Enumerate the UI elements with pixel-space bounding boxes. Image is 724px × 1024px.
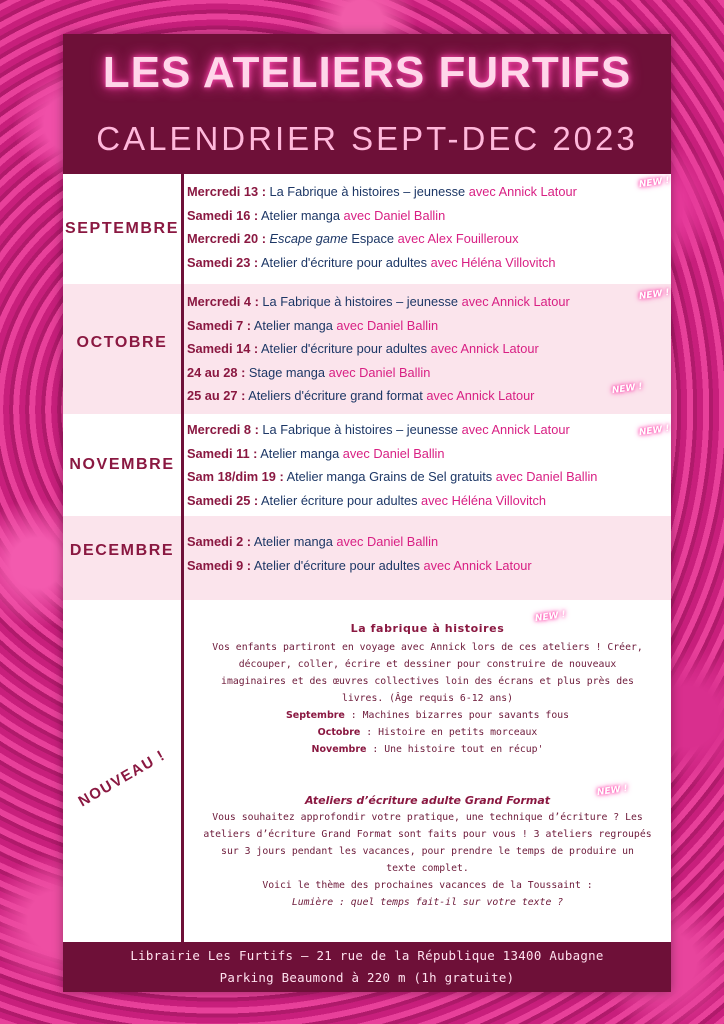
- nouveau-section: [63, 600, 671, 942]
- month-label: DECEMBRE: [69, 542, 175, 559]
- new-badge: NEW !: [534, 609, 567, 625]
- event-item: Mercredi 8 : La Fabrique à histoires – jeunesse avec Annick Latour NEW !: [187, 418, 597, 442]
- fabrique-line: Vos enfants partiront en voyage avec Annick lors de ces ateliers ! Créer,: [212, 642, 643, 653]
- fabrique-line: découper, coller, écrire et dessiner pour construire de nouveaux: [238, 659, 617, 670]
- column-divider: [181, 174, 184, 942]
- footer-address: Librairie Les Furtifs – 21 rue de la République 13400 Aubagne: [130, 948, 604, 963]
- month-row-octobre: [63, 284, 671, 414]
- new-badge: NEW !: [611, 381, 644, 397]
- month-label: SEPTEMBRE: [65, 220, 179, 237]
- event-item: Samedi 14 : Atelier d'écriture pour adultes avec Annick Latour: [187, 341, 539, 356]
- grand-format-line: Voici le thème des prochaines vacances de la Toussaint :: [262, 880, 593, 891]
- grand-format-line: Vous souhaitez approfondir votre pratique, une technique d’écriture ? Les: [212, 812, 643, 823]
- fabrique-theme: Septembre : Machines bizarres pour savants fous: [285, 710, 570, 721]
- fabrique-line: livres. (Âge requis 6-12 ans): [341, 693, 514, 704]
- month-label: OCTOBRE: [76, 334, 168, 351]
- month-row-septembre: [63, 174, 671, 284]
- fabrique-line: imaginaires et des œuvres collectives loin des écrans et plus près des: [221, 676, 634, 687]
- event-item: Samedi 7 : Atelier manga avec Daniel Ballin: [187, 317, 439, 333]
- event-list: [187, 175, 671, 274]
- new-badge: NEW !: [638, 287, 671, 303]
- new-badge: NEW !: [638, 175, 671, 191]
- event-list: [187, 530, 532, 577]
- event-item: Mercredi 20 : Escape game Espace avec Alex Fouilleroux: [187, 231, 519, 246]
- grand-format-block: [184, 792, 671, 911]
- footer-parking: Parking Beaumond à 220 m (1h gratuite): [219, 970, 515, 985]
- page-title: LES ATELIERS FURTIFS: [102, 48, 632, 97]
- fabrique-block: [184, 620, 671, 758]
- fabrique-title: La fabrique à histoires: [350, 622, 505, 635]
- fabrique-theme: Octobre : Histoire en petits morceaux: [317, 727, 538, 738]
- grand-format-line: texte complet.: [386, 863, 469, 874]
- fabrique-theme: Novembre : Une histoire tout en récup': [311, 744, 544, 755]
- month-row-decembre: [63, 516, 671, 600]
- event-item: Samedi 23 : Atelier d'écriture pour adultes avec Héléna Villovitch: [187, 254, 556, 270]
- grand-format-theme: Lumière : quel temps fait-il sur votre texte ?: [291, 897, 564, 908]
- event-item: Sam 18/dim 19 : Atelier manga Grains de Sel gratuits avec Daniel Ballin: [187, 469, 598, 484]
- event-item: Mercredi 4 : La Fabrique à histoires – jeunesse avec Annick Latour NEW !: [187, 290, 570, 314]
- month-label: NOVEMBRE: [69, 456, 175, 473]
- new-badge: NEW !: [638, 423, 671, 439]
- grand-format-title: Ateliers d’écriture adulte Grand Format: [304, 794, 551, 807]
- poster: [63, 34, 671, 992]
- grand-format-line: sur 3 jours pendant les vacances, pour prendre le temps de produire un: [221, 846, 634, 857]
- header: [63, 34, 671, 174]
- event-item: Mercredi 13 : La Fabrique à histoires – jeunesse avec Annick Latour NEW !: [187, 180, 577, 204]
- event-item: Samedi 16 : Atelier manga avec Daniel Ballin: [187, 207, 446, 223]
- event-list: [187, 287, 671, 408]
- month-row-novembre: [63, 414, 671, 516]
- grand-format-line: ateliers d’écriture Grand Format sont faits pour vous ! 3 ateliers regroupés: [203, 829, 652, 840]
- page-subtitle: CALENDRIER SEPT-DEC 2023: [96, 120, 638, 157]
- event-item: 25 au 27 : Ateliers d'écriture grand format avec Annick Latour NEW !: [187, 384, 570, 408]
- event-item: Samedi 25 : Atelier écriture pour adultes avec Héléna Villovitch: [187, 492, 547, 508]
- nouveau-label: NOUVEAU !: [75, 746, 169, 811]
- event-list: [187, 418, 671, 512]
- event-item: Samedi 11 : Atelier manga avec Daniel Ballin: [187, 445, 445, 461]
- event-item: Samedi 9 : Atelier d'écriture pour adultes avec Annick Latour: [187, 557, 532, 573]
- new-badge: NEW !: [596, 783, 629, 799]
- event-item: Samedi 2 : Atelier manga avec Daniel Ballin: [187, 534, 439, 549]
- footer: [63, 942, 671, 992]
- event-item: 24 au 28 : Stage manga avec Daniel Ballin: [187, 364, 431, 380]
